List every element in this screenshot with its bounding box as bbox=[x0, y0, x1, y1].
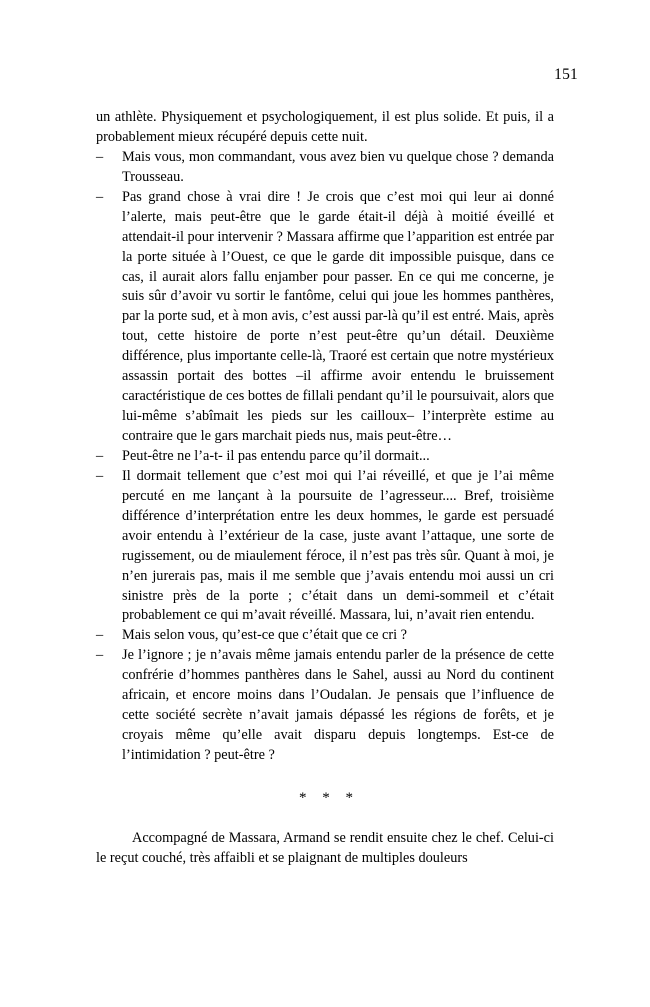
dialogue-dash: – bbox=[96, 467, 104, 484]
opening-paragraph: un athlète. Physiquement et psychologiquement, il est plus solide. Et puis, il a probablement mieux récupéré depuis cette nuit. bbox=[96, 109, 554, 145]
closing-paragraph bbox=[96, 829, 554, 869]
dialogue-text: Peut-être ne l’a-t- il pas entendu parce qu’il dormait... bbox=[122, 447, 430, 464]
dialogue-dash: – bbox=[96, 148, 104, 165]
dialogue-line bbox=[96, 646, 554, 766]
dialogue-text: Il dormait tellement que c’est moi qui l’ai réveillé, et que je l’ai même percuté en me lançant à la poursuite de l’agresseur.... Bref, troisième différence d’interprétation entre les deux hommes, le garde est persuadé avoir entendu à l’extérieur de la case, juste avant l’attaque, une sorte de rugissement, ou de miaulement féroce, il n’est pas très sûr. Quant à moi, je n’en jurerais pas, mais il me semble que j’avais entendu moi aussi un cri sinistre près de la porte ; c’était dans un demi-sommeil et c’était probablement ce qui m’avait réveillé. Massara, lui, n’avait rien entendu. bbox=[122, 467, 554, 624]
dialogue-dash: – bbox=[96, 447, 104, 464]
dialogue-line bbox=[96, 148, 554, 188]
dialogue-text: Je l’ignore ; je n’avais même jamais entendu parler de la présence de cette confrérie d’hommes panthères dans le Sahel, aussi au Nord du continent africain, et encore moins dans l’Oudalan. Je pensais que l’influence de cette société secrète n’avait jamais dépassé les régions de forêts, et je croyais même qu’elle avait disparu depuis longtemps. Est-ce de l’intimidation ? peut-être ? bbox=[122, 647, 554, 763]
dialogue-line bbox=[96, 626, 554, 646]
dialogue-text: Mais selon vous, qu’est-ce que c’était que ce cri ? bbox=[122, 627, 408, 644]
section-separator: * * * bbox=[299, 789, 359, 806]
dialogue-text: Pas grand chose à vrai dire ! Je crois que c’est moi qui leur ai donné l’alerte, mais peut-être que le garde était-il déjà à moitié éveillé et attendait-il pour intervenir ? Massara affirme que l’apparition est entrée par la porte située à l’Ouest, ce que le garde dit impossible puisque, dans ce cas, il aurait alors fallu enjamber pour passer. En ce qui me concerne, je suis sûr d’avoir vu sortir le fantôme, celui qui joue les hommes panthères, par la porte sud, et à mon avis, c’est aussi par-là qu’il est entré. Mais, après tout, cette histoire de porte n’est peut-être qu’un détail. Deuxième différence, plus importante celle-là, Traoré est certain que notre mystérieux assassin portait des bottes –il affirme avoir entendu le bruissement caractéristique de ces bottes de fillali pendant qu’il le poursuivait, alors que lui-même s’abîmait les pieds sur les cailloux– l’interprète estime au contraire que le gars marchait pieds nus, mais peut-être… bbox=[122, 188, 554, 444]
page-number: 151 bbox=[554, 66, 578, 83]
dialogue-line bbox=[96, 447, 554, 467]
dialogue-line bbox=[96, 188, 554, 447]
dialogue-dash: – bbox=[96, 647, 104, 664]
dialogue-text: Mais vous, mon commandant, vous avez bien vu quelque chose ? demanda Trousseau. bbox=[122, 148, 554, 185]
dialogue-dash: – bbox=[96, 627, 104, 644]
dialogue-dash: – bbox=[96, 188, 104, 205]
page-content bbox=[96, 108, 554, 869]
closing-text: Accompagné de Massara, Armand se rendit ensuite chez le chef. Celui-ci le reçut couché, très affaibli et se plaignant de multiples douleurs bbox=[96, 829, 554, 866]
dialogue-line bbox=[96, 467, 554, 627]
